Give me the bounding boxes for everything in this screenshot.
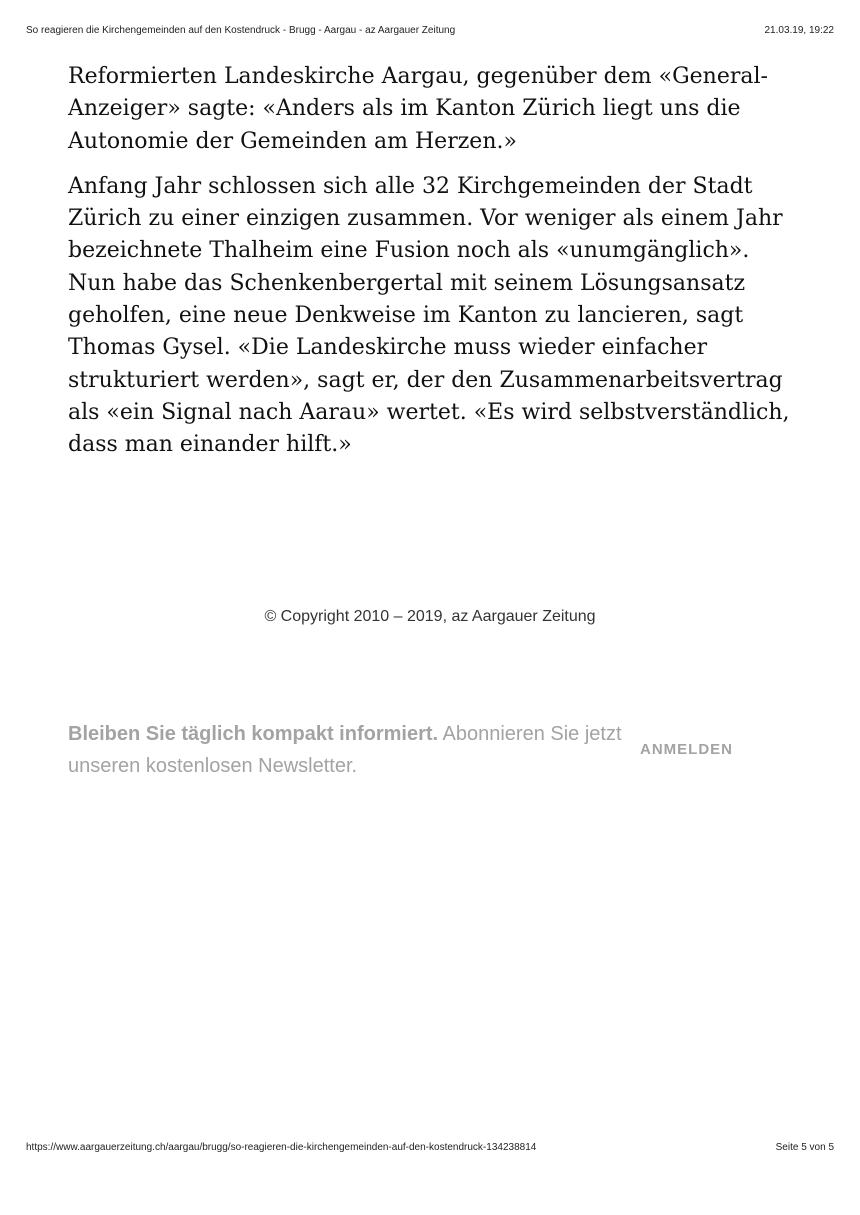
copyright-notice: © Copyright 2010 – 2019, az Aargauer Zeitung <box>264 608 596 625</box>
article-paragraph: Reformierten Landeskirche Aargau, gegenüber dem «General-Anzeiger» sagte: «Anders als im Kanton Zürich liegt uns die Autonomie der Gemeinden am Herzen.» <box>68 64 768 154</box>
print-header <box>26 25 834 36</box>
print-datetime: 21.03.19, 19:22 <box>764 25 834 36</box>
newsletter-teaser <box>68 718 628 782</box>
article-paragraph: Anfang Jahr schlossen sich alle 32 Kirchgemeinden der Stadt Zürich zu einer einzigen zusammen. Vor weniger als einem Jahr bezeichnete Thalheim eine Fusion noch als «unumgänglich». Nun habe das Schenkenbergertal mit seinem Lösungsansatz geholfen, eine neue Denkweise im Kanton zu lancieren, sagt Thomas Gysel. «Die Landeskirche muss wieder einfacher strukturiert werden», sagt er, der den Zusammenarbeitsvertrag als «ein Signal nach Aarau» wertet. «Es wird selbstverständlich, dass man einander hilft.» <box>68 173 790 458</box>
page-url: https://www.aargauerzeitung.ch/aargau/brugg/so-reagieren-die-kirchengemeinden-auf-den-kostendruck-134238814 <box>26 1142 537 1153</box>
newsletter-text: Abonnieren Sie jetzt unseren kostenlosen Newsletter. <box>68 723 622 777</box>
newsletter-signup-button[interactable]: ANMELDEN <box>640 741 733 758</box>
print-footer <box>26 1142 834 1153</box>
page-number: Seite 5 von 5 <box>775 1142 834 1153</box>
newsletter-headline: Bleiben Sie täglich kompakt informiert. <box>68 723 439 745</box>
article-body <box>68 61 798 475</box>
page-title: So reagieren die Kirchengemeinden auf den Kostendruck - Brugg - Aargau - az Aargauer Zeitung <box>26 25 456 36</box>
